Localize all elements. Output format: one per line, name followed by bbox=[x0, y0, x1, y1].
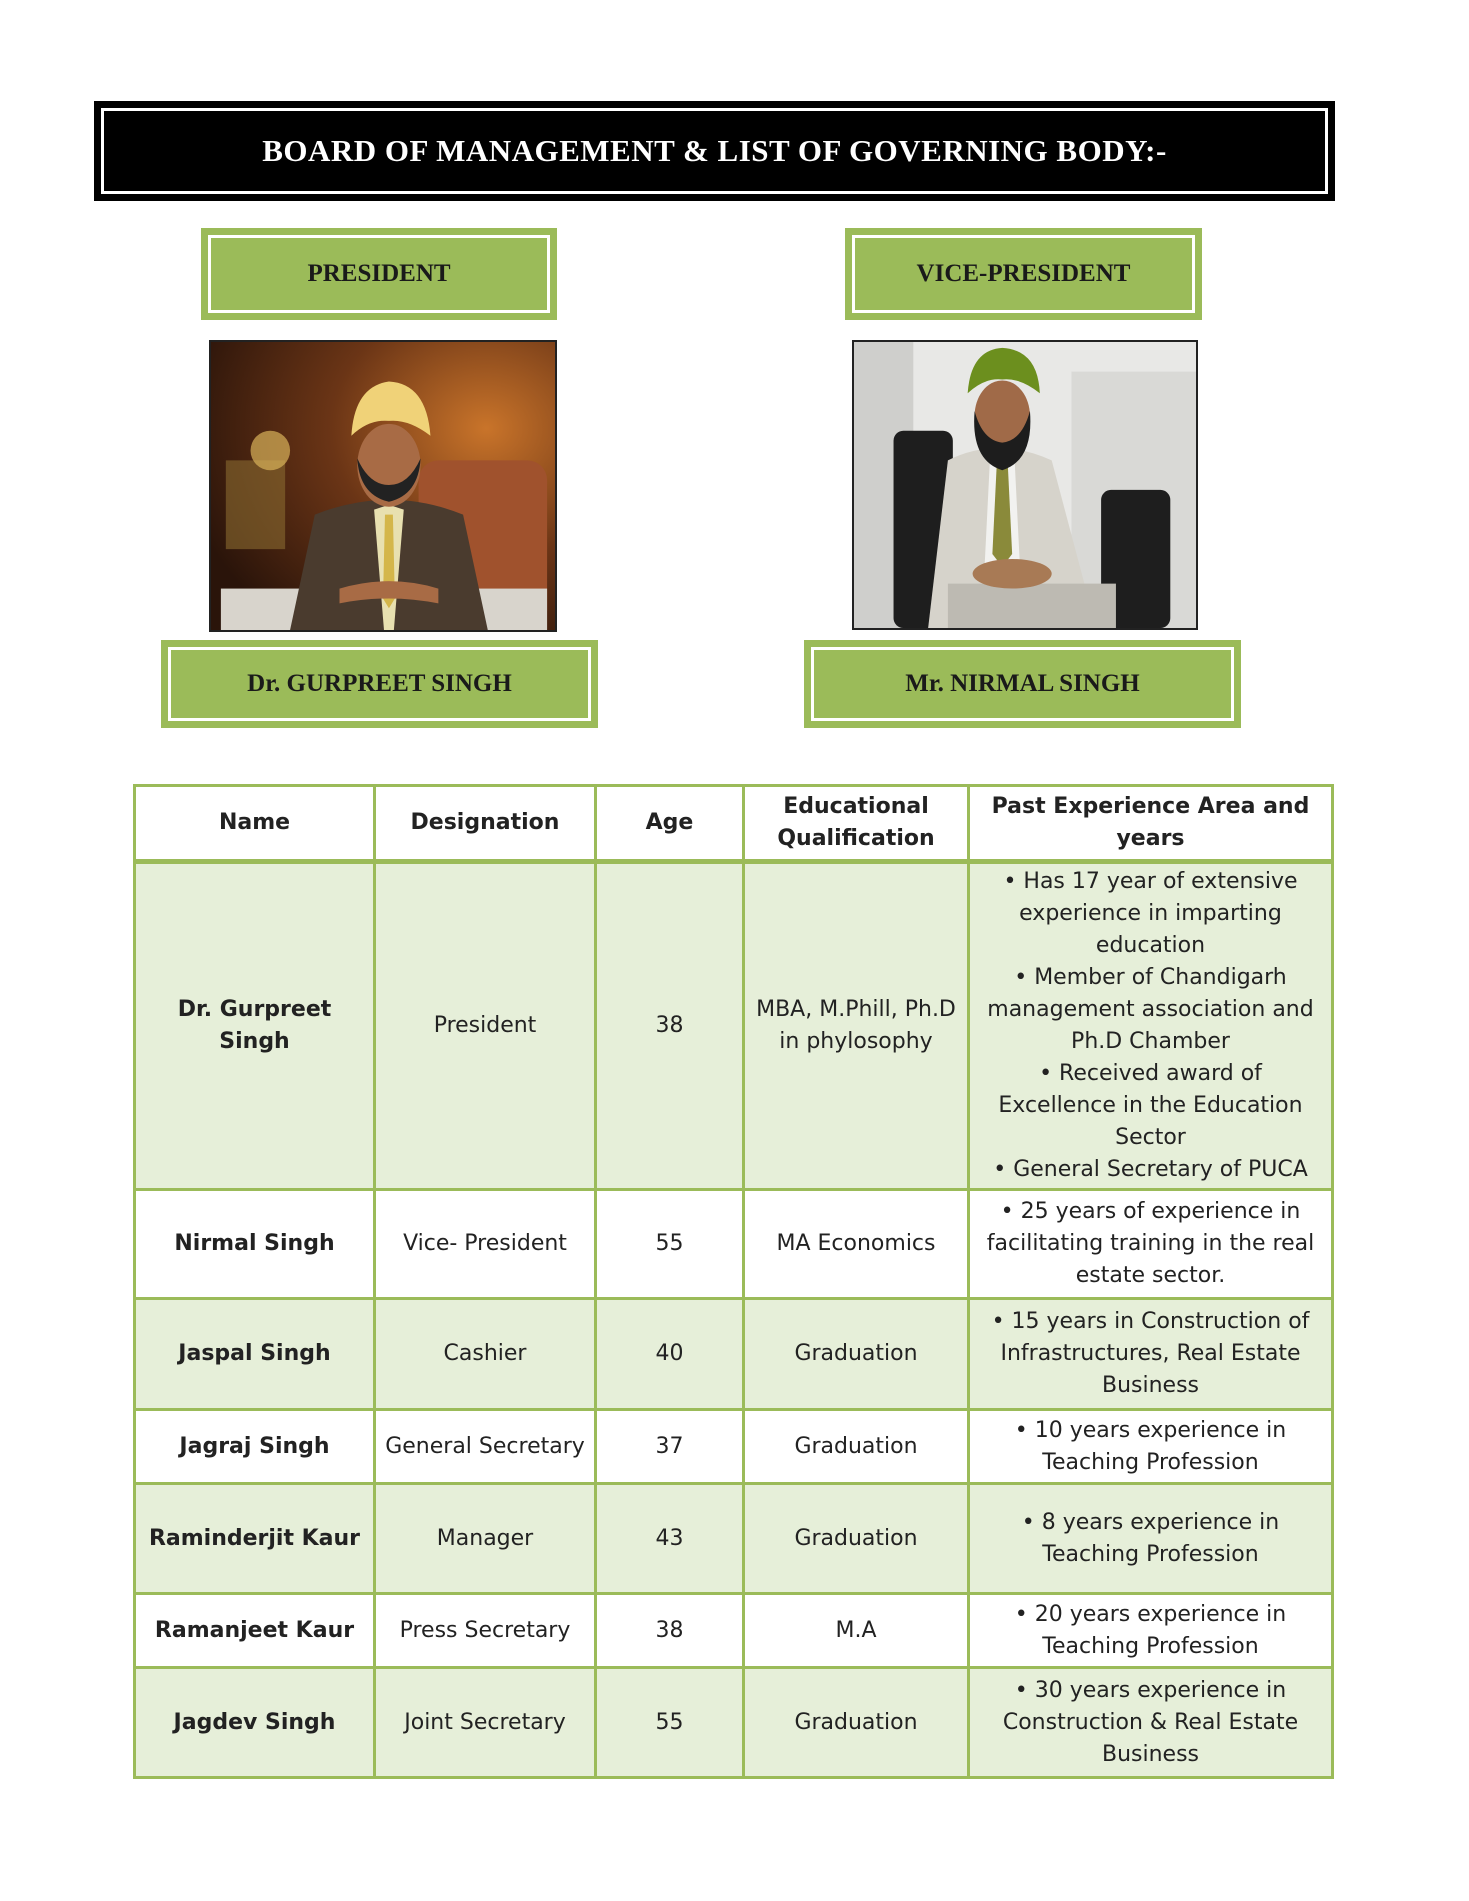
header-qualification: Educational Qualification bbox=[744, 786, 969, 862]
vice-president-role-label: VICE-PRESIDENT bbox=[852, 235, 1195, 313]
member-name: Raminderjit Kaur bbox=[135, 1484, 375, 1594]
member-age: 38 bbox=[596, 1594, 744, 1668]
member-name: Dr. Gurpreet Singh bbox=[135, 862, 375, 1190]
member-age: 40 bbox=[596, 1299, 744, 1410]
member-name: Jaspal Singh bbox=[135, 1299, 375, 1410]
president-role-label: PRESIDENT bbox=[208, 235, 550, 313]
member-designation: Manager bbox=[375, 1484, 596, 1594]
vice-president-name-box bbox=[804, 640, 1241, 728]
header-age: Age bbox=[596, 786, 744, 862]
experience-item: • 20 years experience in Teaching Profession bbox=[1014, 1601, 1287, 1659]
page-banner bbox=[94, 101, 1335, 201]
vice-president-name-label: Mr. NIRMAL SINGH bbox=[811, 647, 1234, 721]
experience-item: • 10 years experience in Teaching Profession bbox=[1014, 1417, 1287, 1475]
member-qualification: Graduation bbox=[744, 1299, 969, 1410]
member-name: Jagraj Singh bbox=[135, 1410, 375, 1484]
page-title: BOARD OF MANAGEMENT & LIST OF GOVERNING BODY:- bbox=[101, 108, 1328, 194]
member-experience bbox=[969, 1190, 1333, 1299]
table-row bbox=[135, 1668, 1333, 1778]
experience-item: • 15 years in Construction of Infrastructures, Real Estate Business bbox=[991, 1309, 1310, 1398]
member-qualification: Graduation bbox=[744, 1410, 969, 1484]
president-name-label: Dr. GURPREET SINGH bbox=[168, 647, 591, 721]
member-qualification: M.A bbox=[744, 1594, 969, 1668]
header-name: Name bbox=[135, 786, 375, 862]
member-name: Jagdev Singh bbox=[135, 1668, 375, 1778]
table-row bbox=[135, 1190, 1333, 1299]
experience-item: • Has 17 year of extensive experience in imparting education bbox=[1003, 869, 1298, 958]
experience-item: • General Secretary of PUCA bbox=[993, 1157, 1308, 1182]
header-experience: Past Experience Area and years bbox=[969, 786, 1333, 862]
vice-president-photo bbox=[852, 340, 1198, 630]
member-experience bbox=[969, 1484, 1333, 1594]
member-age: 55 bbox=[596, 1668, 744, 1778]
table-header-row bbox=[135, 786, 1333, 862]
vice-president-role-box bbox=[845, 228, 1202, 320]
experience-item: • Received award of Excellence in the Education Sector bbox=[998, 1061, 1303, 1150]
experience-item: • 30 years experience in Construction & Real Estate Business bbox=[1002, 1677, 1299, 1767]
member-name: Nirmal Singh bbox=[135, 1190, 375, 1299]
member-age: 37 bbox=[596, 1410, 744, 1484]
experience-item: • Member of Chandigarh management association and Ph.D Chamber bbox=[987, 965, 1314, 1054]
member-experience bbox=[969, 1668, 1333, 1778]
member-designation: Press Secretary bbox=[375, 1594, 596, 1668]
table-row bbox=[135, 1484, 1333, 1594]
member-experience bbox=[969, 1299, 1333, 1410]
table-row bbox=[135, 1299, 1333, 1410]
member-designation: Joint Secretary bbox=[375, 1668, 596, 1778]
member-qualification: Graduation bbox=[744, 1668, 969, 1778]
member-age: 55 bbox=[596, 1190, 744, 1299]
member-age: 43 bbox=[596, 1484, 744, 1594]
member-experience bbox=[969, 1594, 1333, 1668]
governing-body-table bbox=[133, 784, 1334, 1779]
table-row bbox=[135, 1594, 1333, 1668]
table-row bbox=[135, 1410, 1333, 1484]
experience-item: • 25 years of experience in facilitating training in the real estate sector. bbox=[986, 1199, 1315, 1288]
member-age: 38 bbox=[596, 862, 744, 1190]
member-experience bbox=[969, 1410, 1333, 1484]
member-name: Ramanjeet Kaur bbox=[135, 1594, 375, 1668]
member-designation: General Secretary bbox=[375, 1410, 596, 1484]
member-designation: Vice- President bbox=[375, 1190, 596, 1299]
member-qualification: MA Economics bbox=[744, 1190, 969, 1299]
member-designation: Cashier bbox=[375, 1299, 596, 1410]
table-row bbox=[135, 862, 1333, 1190]
member-qualification: MBA, M.Phill, Ph.D in phylosophy bbox=[744, 862, 969, 1190]
president-role-box bbox=[201, 228, 557, 320]
president-photo bbox=[209, 340, 557, 632]
president-name-box bbox=[161, 640, 598, 728]
member-designation: President bbox=[375, 862, 596, 1190]
header-designation: Designation bbox=[375, 786, 596, 862]
member-experience bbox=[969, 862, 1333, 1190]
experience-item: • 8 years experience in Teaching Profession bbox=[1021, 1509, 1280, 1567]
member-qualification: Graduation bbox=[744, 1484, 969, 1594]
